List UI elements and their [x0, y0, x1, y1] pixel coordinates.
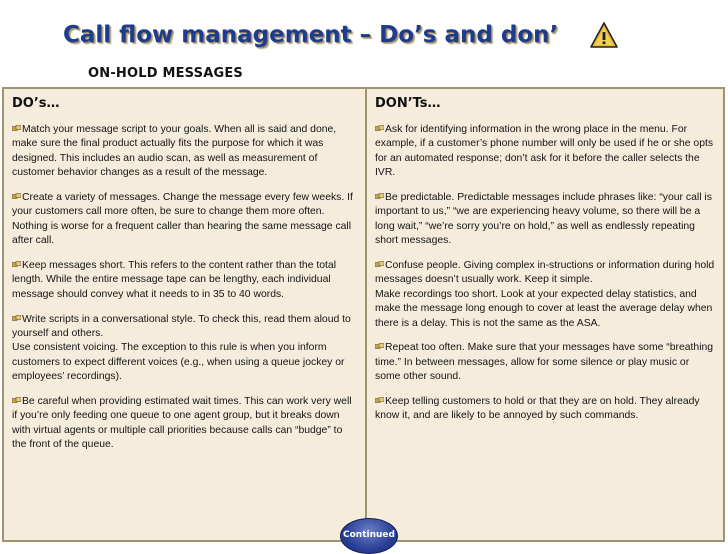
- dos-column: [4, 89, 365, 540]
- bullet-icon: [12, 315, 21, 322]
- donts-item: [375, 123, 717, 181]
- donts-heading: DON’Ts…: [375, 96, 441, 111]
- dos-item: [12, 123, 359, 181]
- donts-item-extra: Make recordings too short. Look at your expected delay statistics, and make the message long enough to cover at least the average delay when there is a delay. This is not the same as the ASA.: [375, 288, 713, 329]
- continue-button[interactable]: Continued: [340, 518, 398, 554]
- donts-item-text: Confuse people. Giving complex in-structions or information during hold messages doesn’t usually work. Keep it simple.: [375, 260, 715, 286]
- page-title: Call flow management – Do’s and don’: [63, 22, 559, 48]
- dos-item: [12, 313, 359, 385]
- bullet-icon: [375, 125, 384, 132]
- donts-item-text: Repeat too often. Make sure that your messages have some “breathing time.” In between messages, allow for some silence or play music or some other sound.: [375, 342, 714, 383]
- dos-item: [12, 259, 359, 302]
- donts-item: [375, 395, 717, 424]
- dos-item-text: Match your message script to your goals. When all is said and done, make sure the final product actually fits the purpose for which it was designed. This includes an audio scan, as well as measurement of customer behavior changes as a result of the message.: [12, 124, 337, 179]
- dos-item-text: Create a variety of messages. Change the message every few weeks. If your customers call more often, be sure to change them more often. Nothing is worse for a frequent caller than hearing the same message call after call.: [12, 192, 353, 247]
- donts-item: [375, 259, 717, 331]
- donts-item-text: Ask for identifying information in the wrong place in the menu. For example, if a customer’s phone number will only be used if he or she opts for an automated response; don’t ask for it before the caller selects the IVR.: [375, 124, 714, 179]
- dos-heading: DO’s…: [12, 96, 60, 111]
- title-bar: [0, 0, 728, 60]
- bullet-icon: [375, 193, 384, 200]
- donts-item-text: Keep telling customers to hold or that they are on hold. They already know it, and are likely to be annoyed by such commands.: [375, 396, 700, 422]
- dos-item-extra: Use consistent voicing. The exception to this rule is when you inform customers to expect different voices (e.g., when using a queue jockey or employees’ recordings).: [12, 342, 345, 383]
- donts-item: [375, 191, 717, 249]
- dos-item: [12, 191, 359, 249]
- section-subtitle: ON-HOLD MESSAGES: [88, 66, 243, 81]
- bullet-icon: [12, 125, 21, 132]
- bullet-icon: [375, 397, 384, 404]
- donts-column: [365, 89, 723, 540]
- donts-item: [375, 341, 717, 384]
- donts-list: [375, 123, 717, 424]
- warning-icon: [590, 21, 618, 49]
- dos-donts-table: [2, 87, 725, 542]
- dos-item-text: Keep messages short. This refers to the content rather than the total length. While the entire message tape can be lengthy, each individual message should convey what it needs to in 35 to 40 words.: [12, 260, 337, 300]
- dos-item-text: Write scripts in a conversational style. To check this, read them aloud to yourself and others.: [12, 313, 351, 340]
- bullet-icon: [12, 193, 21, 200]
- dos-item-text: Be careful when providing estimated wait times. This can work very well if you’re only feeding one queue to one agent group, but it breaks down with virtual agents or multiple call priorities because calls can “budge” to the front of the queue.: [12, 396, 352, 451]
- bullet-icon: [375, 261, 384, 268]
- dos-list: [12, 123, 359, 453]
- bullet-icon: [12, 261, 21, 268]
- donts-item-text: Be predictable. Predictable messages include phrases like: “your call is important to us,” “we are experiencing heavy volume, so there will be a long wait,” “we’re sorry you’re on hold,” as well as endlessly repeating short messages.: [375, 192, 712, 247]
- dos-item: [12, 395, 359, 453]
- bullet-icon: [375, 343, 384, 350]
- bullet-icon: [12, 397, 21, 404]
